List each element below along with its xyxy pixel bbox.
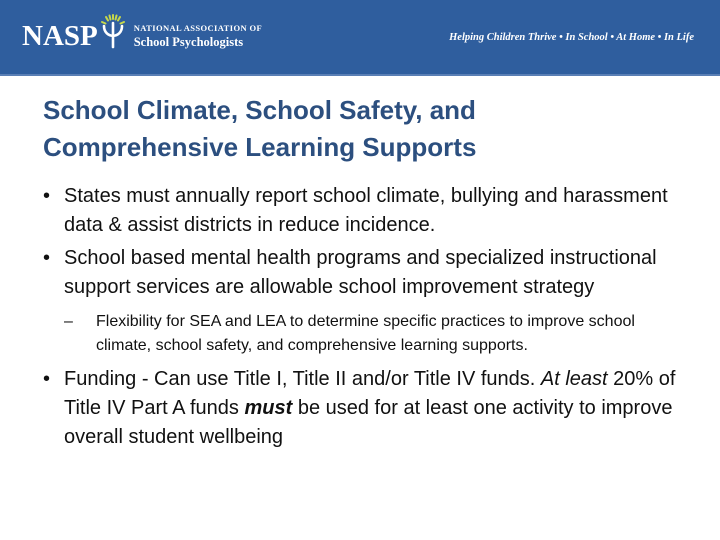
funding-must: must: [244, 397, 293, 419]
logo-wordmark: NASP: [22, 20, 98, 52]
psi-sunburst-icon: [100, 11, 126, 56]
bullet-dot-icon: •: [43, 247, 51, 269]
bullet-mental-health: [43, 244, 683, 302]
slide-title: [43, 92, 683, 166]
sub-bullet-flexibility-text: Flexibility for SEA and LEA to determine specific practices to improve school climate, school safety, and comprehensive learning supports.: [96, 313, 635, 354]
bullet-mental-health-text: School based mental health programs and specialized instructional support services are allowable school improvement strategy: [64, 247, 657, 298]
header-band: [0, 0, 720, 76]
funding-part5: be used for at least one activity to improve overall student wellbeing: [64, 397, 673, 448]
title-line1: School Climate, School Safety, and: [43, 95, 476, 125]
org-name-line1: NATIONAL ASSOCIATION OF: [133, 23, 263, 33]
nasp-logo[interactable]: [22, 16, 262, 56]
bullet-funding-text: [64, 368, 675, 448]
bullet-list: [43, 182, 683, 452]
bullet-funding: [43, 365, 683, 452]
bullet-dot-icon: •: [43, 368, 51, 390]
sub-bullet-flexibility: [43, 310, 683, 357]
funding-part1: Funding - Can use Title I, Title II and/or Title IV funds.: [64, 368, 541, 390]
sub-bullet-dash-icon: –: [64, 313, 73, 330]
org-name: [134, 24, 262, 48]
funding-at-least: At least: [540, 368, 608, 390]
bullet-dot-icon: •: [43, 185, 51, 207]
bullet-reporting-text: States must annually report school climate, bullying and harassment data & assist districts in reduce incidence.: [64, 185, 668, 236]
bullet-reporting: [43, 182, 683, 240]
tagline: Helping Children Thrive • In School • At Home • In Life: [449, 32, 694, 43]
funding-part3: 20% of Title IV Part A funds: [64, 368, 676, 419]
title-line2: Comprehensive Learning Supports: [43, 132, 477, 162]
org-name-line2: School Psychologists: [133, 34, 244, 49]
